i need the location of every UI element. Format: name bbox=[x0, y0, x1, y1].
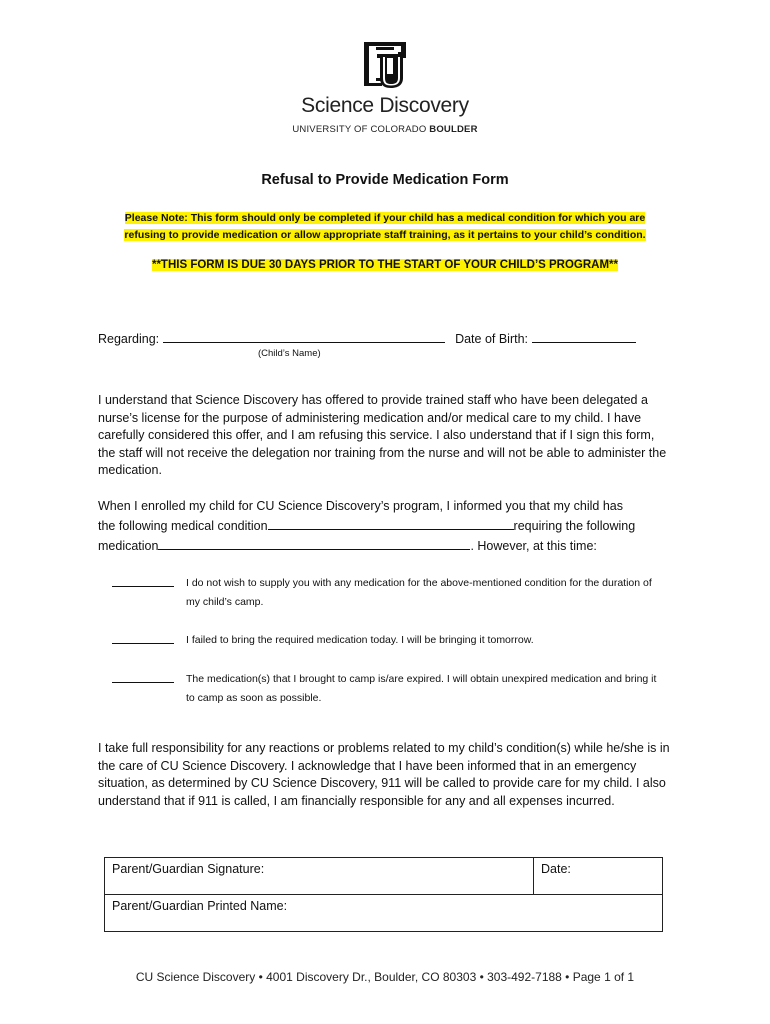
regarding-line: Regarding: Date of Birth: bbox=[98, 330, 670, 349]
printed-name-cell[interactable]: Parent/Guardian Printed Name: bbox=[105, 895, 663, 932]
due-notice: **THIS FORM IS DUE 30 DAYS PRIOR TO THE START OF YOUR CHILD’S PROGRAM** bbox=[151, 259, 619, 271]
paragraph-enrollment: When I enrolled my child for CU Science Discovery’s program, I informed you that my child has the following medical condition requiring the following medication . However, at this time: bbox=[98, 499, 636, 553]
university-name: UNIVERSITY OF COLORADO BOULDER bbox=[292, 124, 478, 135]
medication-field[interactable] bbox=[158, 537, 470, 550]
paragraph-delegation: I understand that Science Discovery has offered to provide trained staff who have been delegated a nurse’s license for the purpose of administering medication and/or medical care to my child. I have carefully considered this offer, and I am refusing this service. I also understand that if I sign this form, the staff will not receive the delegation nor training from the nurse and will not be able to administer the medication. bbox=[98, 393, 667, 477]
paragraph-responsibility: I take full responsibility for any reactions or problems related to my child’s condition(s) while he/she is in the care of CU Science Discovery. I acknowledge that I have been informed that in an emergency situation, as determined by CU Science Discovery, 911 will be called to provide care for my child. I also understand that if 911 is called, I am financially responsible for any and all expenses incurred. bbox=[98, 741, 670, 808]
please-note: Please Note: This form should only be completed if your child has a medical condition for which you are refusing to provide medication or allow appropriate staff training, as it pertains to your child’s condition. bbox=[124, 212, 646, 241]
child-name-caption: (Child’s Name) bbox=[258, 348, 321, 359]
date-of-birth-field[interactable] bbox=[532, 330, 636, 343]
option-initial-blank[interactable] bbox=[112, 643, 174, 644]
brand-name: Science Discovery bbox=[301, 94, 469, 117]
child-name-field[interactable] bbox=[163, 330, 445, 343]
form-page: Science Discovery UNIVERSITY OF COLORADO BOULDER Refusal to Provide Medication Form Please Note: This form should only be completed if your child has a medical condition for which you are refusing to provide medication or allow appropriate staff training, as it pertains to your child’s condition. **THIS FORM IS DUE 30 DAYS PRIOR TO THE START OF YOUR CHILD’S PROGRAM** Regarding: Date of Birth: (Child’s Name) I understand that Science Discovery has offered to provide trained staff who have been delegated a nurse’s license for the purpose of administering medication and/or medical care to my child. I have carefully considered this offer, and I am refusing this service. I also understand that if I sign this form, the staff will not receive the delegation nor training from the nurse and will not be able to administer the medication. When I enrolled my child for CU Science Discovery’s program, I informed you that my child has the following medical condition requiring the following medication . However, at this time: I do not wish to supply you with any medication for the above-mentioned condition for the duration of my child’s camp. I failed to bring the required medication today. I will be bringing it tomorrow. The medication(s) that I brought to camp is/are expired. I will obtain unexpired medication and bring it to camp as soon as possible. I take full responsibility for any reactions or problems related to my child’s condition(s) while he/she is in the care of CU Science Discovery. I acknowledge that I have been informed that in an emergency situation, as determined by CU Science Discovery, 911 will be called to provide care for my child. I also understand that if 911 is called, I am financially responsible for any and all expenses incurred. Parent/Guardian Signature: Date: Parent/Guardian Printed Name: CU Science Discovery • 4001 Discovery Dr., Boulder, CO 80303 • 303-492-7188 • Page 1 of 1 bbox=[0, 0, 770, 1024]
cu-science-discovery-logo bbox=[0, 38, 770, 135]
medical-condition-field[interactable] bbox=[268, 517, 514, 530]
signature-cell[interactable]: Parent/Guardian Signature: bbox=[105, 858, 534, 895]
option-initial-blank[interactable] bbox=[112, 682, 174, 683]
option-initial-blank[interactable] bbox=[112, 586, 174, 587]
page-footer: CU Science Discovery • 4001 Discovery Dr., Boulder, CO 80303 • 303-492-7188 • Page 1 of 1 bbox=[135, 970, 635, 984]
date-cell[interactable]: Date: bbox=[534, 858, 663, 895]
signature-table bbox=[104, 857, 663, 932]
cu-monogram-icon bbox=[360, 38, 410, 90]
form-title: Refusal to Provide Medication Form bbox=[261, 172, 509, 188]
